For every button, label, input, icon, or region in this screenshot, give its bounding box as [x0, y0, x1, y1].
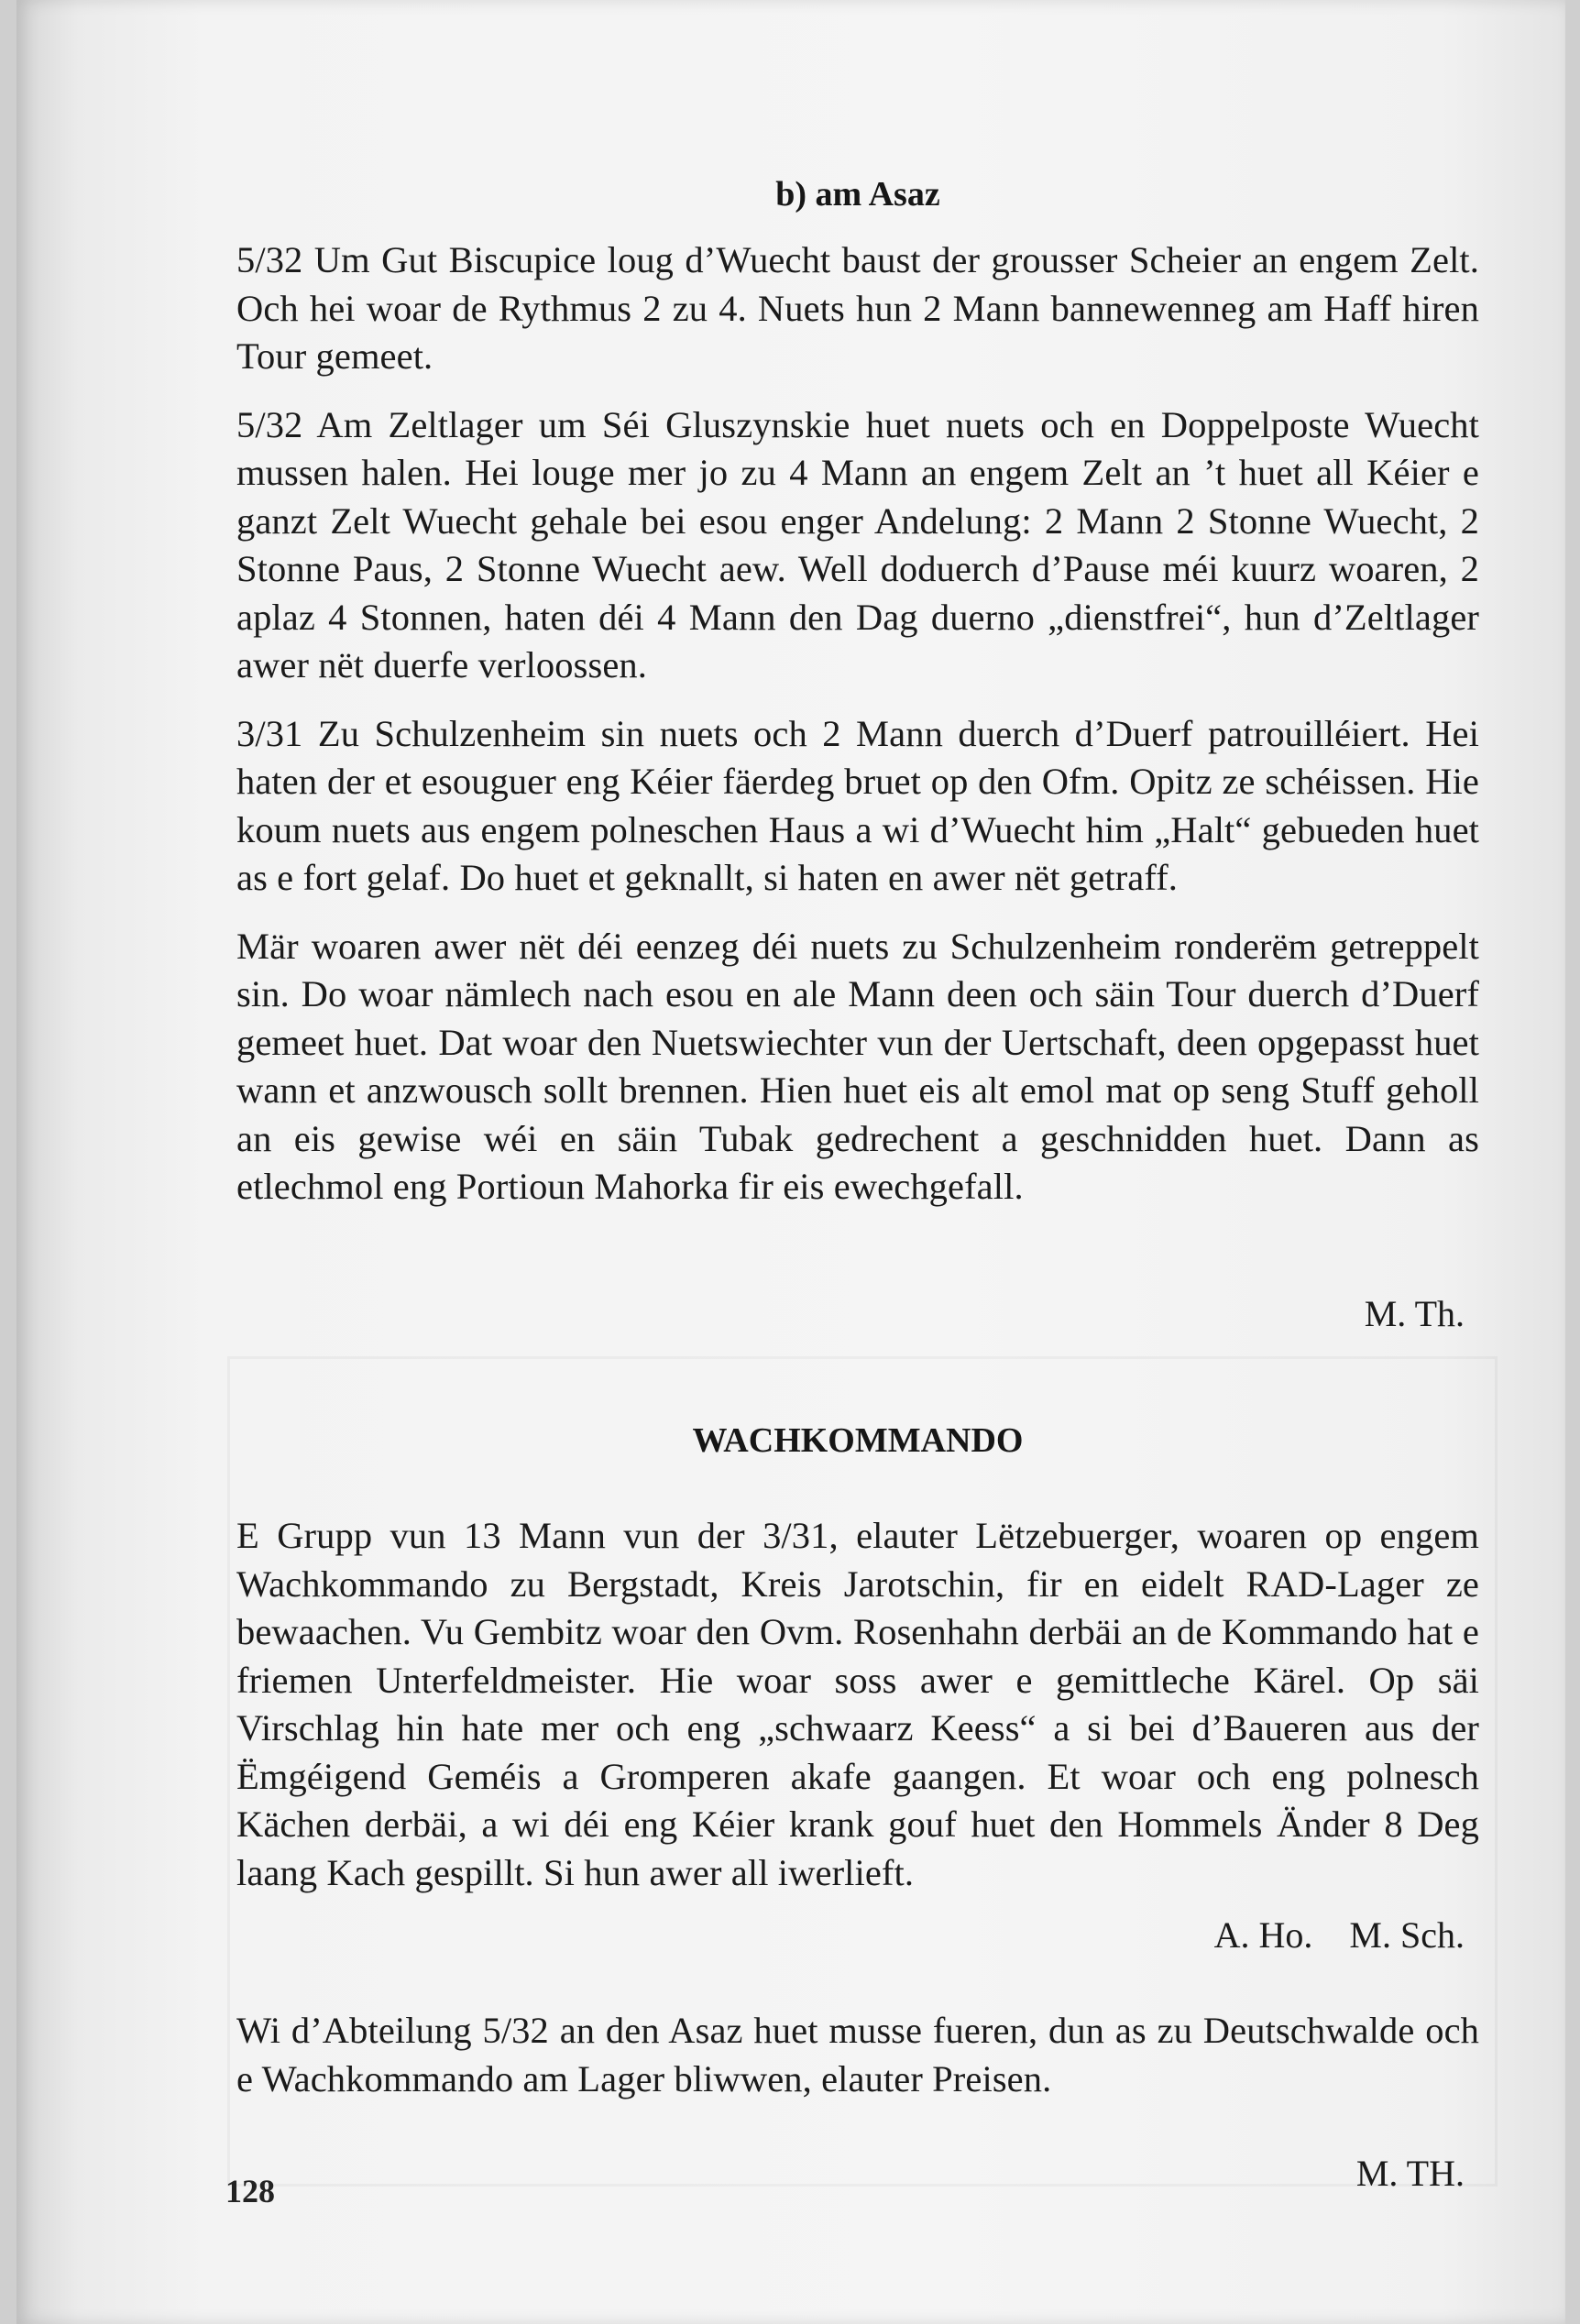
section-a-body [236, 236, 1479, 1211]
final-body [236, 2007, 1479, 2103]
wachkommando-heading: WACHKOMMANDO [692, 1421, 1024, 1460]
signature-authors: A. Ho. M. Sch. [1213, 1914, 1465, 1956]
signature-m-th-caps: M. TH. [1355, 2153, 1465, 2194]
paragraph-deutschwalde: Wi d’Abteilung 5/32 an den Asaz huet musse fueren, dun as zu Deutschwalde och e Wachkommando am Lager bliwwen, elauter Preisen. [236, 2010, 1479, 2099]
wachkommando-body [236, 1512, 1479, 1897]
signature-m-th: M. Th. [1364, 1293, 1465, 1334]
book-page [16, 0, 1565, 2324]
paragraph-wachkommando: E Grupp vun 13 Mann vun der 3/31, elauter Lëtzebuerger, woaren op engem Wachkommando zu Bergstadt, Kreis Jarotschin, fir en eidelt RAD-Lager ze bewaachen. Vu Gembitz woar den Ovm. Rosenhahn derbäi an de Kommando hat e friemen Unterfeldmeister. Hie woar soss awer e gemittleche Kärel. Op säi Virschlag hin hate mer och eng „schwaarz Keess“ a si bei d’Baueren aus der Ëmgéigend Geméis a Gromperen akafe gaangen. Et woar och eng polnesch Kächen derbäi, a wi déi eng Kéier krank gouf huet den Hommels Änder 8 Deg laang Kach gespillt. Si hun awer all iwerlieft. [236, 1515, 1479, 1893]
page-number: 128 [225, 2173, 275, 2209]
paragraph-biscupice: 5/32 Um Gut Biscupice loug d’Wuecht baust der grousser Scheier an engem Zelt. Och hei woar de Rythmus 2 zu 4. Nuets hun 2 Mann bannewenneg am Haff hiren Tour gemeet. [236, 239, 1479, 377]
paragraph-nuetswiechter: Mär woaren awer nët déi eenzeg déi nuets zu Schulzenheim ronderëm getreppelt sin. Do woar nämlech nach esou en ale Mann deen och säin Tour duerch d’Duerf gemeet huet. Dat woar den Nuetswiechter vun der Uertschaft, deen opgepasst huet wann et anzwousch sollt brennen. Hien huet eis alt emol mat op seng Stuff geholl an eis gewise wéi en säin Tubak gedrechent a geschnidden huet. Dann as etlechmol eng Portioun Mahorka fir eis ewechgefall. [236, 925, 1479, 1207]
paragraph-schulzenheim: 3/31 Zu Schulzenheim sin nuets och 2 Mann duerch d’Duerf patrouilléiert. Hei haten der et esouguer eng Kéier fäerdeg bruet op den Ofm. Opitz ze schéissen. Hie koum nuets aus engem polneschen Haus a wi d’Wuecht him „Halt“ gebueden huet as e fort gelaf. Do huet et geknallt, si haten en awer nët getraff. [236, 712, 1479, 898]
paragraph-zeltlager: 5/32 Am Zeltlager um Séi Gluszynskie huet nuets och en Doppelposte Wuecht mussen halen. Hei louge mer jo zu 4 Mann an engem Zelt an ’t huet all Kéier e ganzt Zelt Wuecht gehale bei esou enger Andelung: 2 Mann 2 Stonne Wuecht, 2 Stonne Paus, 2 Stonne Wuecht aew. Well doduerch d’Pause méi kuurz woaren, 2 aplaz 4 Stonnen, haten déi 4 Mann den Dag duerno „dienstfrei“, hun d’Zeltlager awer nët duerfe verloossen. [236, 403, 1479, 685]
section-heading: b) am Asaz [775, 175, 940, 214]
